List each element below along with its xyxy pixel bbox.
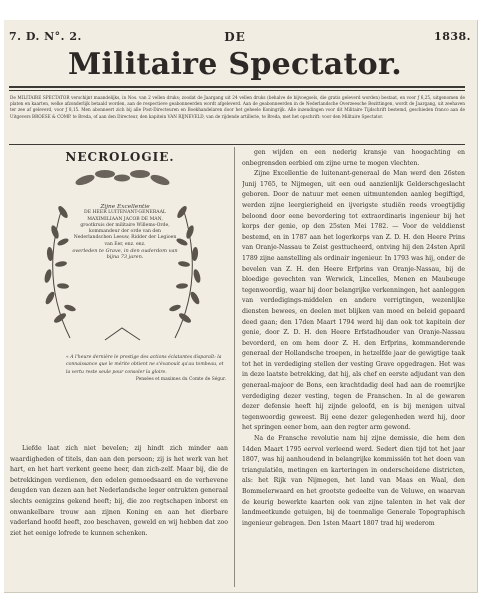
epitaph-inscription	[70, 204, 180, 261]
epitaph-line: overleden te Grave, in den ouderdom van bijna 73 jaren.	[72, 248, 178, 261]
subscription-notice: De MILITAIRE SPECTATOR verschijnt maandelijks, in Nos. van 2 vellen druks; zoodat de Jaargang uit 24 vellen druks (behalve de bijvoegsels, die gratis geleverd worden) bestaat, en voor ƒ 6,25, uitgenomen de platen en kaarten, welke afzonderlijk betaald worden, aan de respectieve geabonneerden wordt afgeleverd. Aan de geabonneerden in de Nederlandsche Overzeesche Bezittingen, wordt de Jaargang, uit zeehaven ter zee af geleverd, voor ƒ 8,15. Men abonneert zich bij alle Post-Directeuren en Boekhandelaren door het geheele Koningrijk. Alle inzendingen voor dit Militaire Tijdschrift bestemd, geschieden franco aan de Uitgevers BROESE & COMP. te Breda, of aan den Directeur, den kapitein VAN RIJNEVELD, van de rijdende artillerie, te Breda, met het opschrift: voor den Militaire Spectator.	[10, 95, 465, 119]
section-title: NECROLOGIE.	[65, 150, 175, 164]
left-column-text: Liefde laat zich niet bevelen; zij hindt zich minder aan waardigheden of titels, dan aan den persoon; zij is het werk van het hart, en het hart verkent geene heer, dan zich-zelf. Maar bij, die de betrekkingen verdienen, den edelen gemoedsaard en de verhevene deugden van dezen aan het Nederlandsche leger ontrukten generaal slechts eenigzins gekend heeft; bij, die zoo regtschapen inborst en onwankelbare trouw aan zijnen Koning en aan het dierbare vaderland hoofd heeft, zoo beschaven, geweld en wij hebben dat zoo ziet het eenige lofrede te kunnen schenken.	[10, 445, 228, 537]
quotation-text: « A l'heure dernière le prestige des actions éclatantes disparaît: la connaissance que le mérite obtient ne s'évanouit qu'au tombeau, et la vertu reste seule pour consoler la gloire.	[66, 355, 224, 375]
masthead-rule-thin	[9, 90, 465, 91]
quotation	[66, 354, 226, 384]
paragraph: Na de Fransche revolutie nam hij zijne demissie, die hem den 14den Maart 1795 eervol verleend werd. Sedert dien tijd tot het jaar 1807, was hij aanhoudend in belangrijke kommissiën tot het doen van triangulatiën, metingen en karteringen in onderscheidene districten, als: het Rijk van Nijmegen, het land van Maas en Waal, den Bommelerwaard en het grootste gedeelte van de Veluwe, en waarvan de keurig bewerkte kaarten ook van zijne talenten in het vak der landmeetkunde getuigen, bij de toenmalige Generale Topographisch ingenieur gebragen. Den 1sten Maart 1807 trad hij wederom	[242, 435, 465, 527]
quotation-source: Pensées et maximes du Comte de Ségur.	[135, 377, 226, 383]
masthead-rule-thick	[9, 86, 465, 88]
paragraph: gen wijden en een nederig kransje van hoogachting en onbegrensden eerbied om zijne urne te mogen vlechten.	[242, 149, 465, 167]
column-divider	[234, 147, 235, 587]
epitaph-line: Zijne Excellentie	[100, 204, 150, 210]
paragraph: Zijne Excellentie de luitenant-generaal de Man werd den 26sten Junij 1765, te Nijmegen, uit een oud aanzienlijk Gelderschgeslacht geboren. Door de natuur met eenen uitmuntenden aanleg begiftigd, werden zijne leergierigheid en ijverigste studiën reeds vroegtijdig beloond door eene bevordering tot extraordinaris ingenieur bij het korps der genie, op den 25sten Mei 1782. — Voor de velddienst bestemd, en in 1787 aan het logerkorps van Z. D. H. den Heere Prins van Oranje-Nassau te Zeist gesttucheerd, ontving hij den 24sten April 1789 zijne aanstelling als ordinair ingenieur. In 1793 was hij, onder de bevelen van Z. H. den Heere Erfprins van Oranje-Nassau, bij de bloedige gevechten van Werwick, Lincelles, Menen en Maubeuge tegenwoordig, waar hij door belangrijke verkenningen, het aanleggen van verdedigings-middelen en andere verrigtingen, wezenlijke diensten bewees, en deelen met blijken van moed en beleid gepaard deed gaan; den 17den Maart 1794 werd hij dan ook tot kapitein der genie, door Z. D. H. den Heere Erfstadhouder van Oranje-Nassau bevorderd, en om hem door Z. H. den Erfprins, kommanderende generaal der Hollandsche troepen, in hetzelfde jaar de gewigtige taak tot het in verdediging stellen der vesting Grave opgedragen. Het was in deze laatste betrekking, dat hij, als chef en eerste adjudant van den generaal-majoor de Bons, een krachtdadig deel had aan de roemrijke verdediging dezer vesting, tegen de Franschen. In al de gewaren dezer defensie heeft hij zijnde geloofd, en is bij menigen uitval tegenwoordig geweest. Bij eene dezer gelegenheden werd hij, door het springen eener bom, aan den regter arm gewond.	[242, 170, 465, 432]
masthead-article: DE	[224, 30, 246, 44]
epitaph-line: MAXIMILIAAN JACOB DE MAN,	[87, 216, 163, 222]
masthead-title: Militaire Spectator.	[67, 47, 403, 82]
epitaph-line: DE HEER LUITENANT-GENERAAL	[84, 210, 166, 216]
volume-number: 7. D. N°. 2.	[9, 30, 82, 43]
epitaph-line: grootkruis der militaire Willems-Orde, kommandeur der orde van den Nederlandschen Leeuw, Ridder der Legioen van Eer, enz. enz.	[73, 222, 177, 247]
year: 1838.	[434, 30, 471, 43]
right-column-text	[242, 148, 465, 585]
notice-rule	[9, 144, 465, 145]
